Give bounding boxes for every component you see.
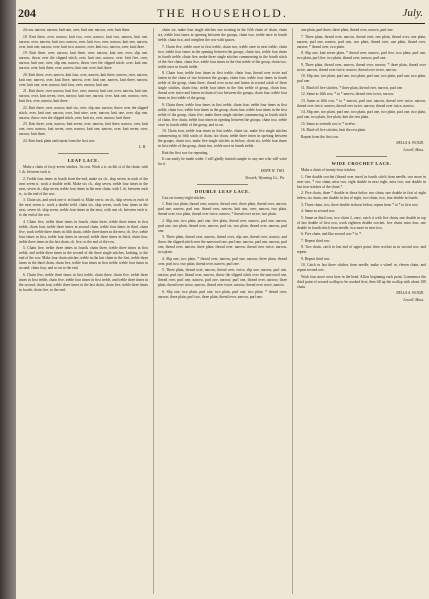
paragraph: 6. Slip one, two plain, purl one, two plain, purl one, two plain, * thread over, narrow, three plain, purl two, three plain, thread over, narrow, purl one. [158,289,287,299]
paragraph: 1. One double crochet (thread over once) in fourth stitch from needle, two more in next two, * two chain, miss two, eight double in next eight, miss two, one double in last four stitches of the chain *. [297,174,426,189]
paragraph: 5. Same as third row, two chain 2, once, catch it with five chain, one double in top of last double of first row, work eighteen double crochet, five chain, miss four, one double in fourth stitch from needle, two more in next two. [297,215,426,230]
paragraph: 9. Chain three, treble four times in first treble, chain four, treble four times in first treble, chain two, treble four times in the group, chain four, treble four times in the first treble of the group, chain five, make three single stitches commencing in fourth stitch of chain, five chain, treble four times in opening between the groups, chain two, treble once in fourth treble of the group, and so on. [158,102,287,127]
column-left [19,28,148,594]
paragraph: 2. Five chain, three * double in those below two chain, one double in first of eight below, six chain, one double in last of eight, two chain, two, four double in fourth. [297,191,426,200]
paragraph: 10. Slip one, two plain, purl one, two plain, purl one, two plain, purl one, two plain, purl one. [297,74,426,83]
paragraph: Repeat from the first row. [301,134,339,139]
paragraph: 7. Chain five, treble once in first treble, chain two, treble once in next treble, chain two, treble four times in the opening between the groups, chain two, treble four times in fourth treble, chain five, make three single stitches commencing in the fourth stitch of the five chain, chain five, treble four times in the first treble of the group, chain two, treble once in fourth treble. [158,44,287,69]
paragraph: 14. Slip one, two plain, purl one, two plain, purl one, two plain, purl one, two plain, purl one, two plain, five plain, knit the rest plain. [297,110,426,119]
paragraph: 3. Three chain, two, three double in those below; repeat from * to * to first row. [301,202,419,207]
author-location: Lowell, Mass. [403,148,424,152]
paragraph: 5. Chain five, treble three times in fourth, chain three, treble three times in first treble, and treble three times in the second of the three single stitches, knitting, to the end of the row. Make four chain stitches, treble in the last chain in the first, treble three times in the third chain, chain five, treble four times in first treble, treble four times in second, chain four, and so on to the end. [19,246,148,270]
paragraph: 2. Slip one, two plain, purl one, five plain, thread over, narrow, purl one, narrow, purl one, two plain, thread over, narrow, purl six, two plain, thread over, narrow, purl one. [158,218,287,233]
column-middle [158,28,287,594]
paragraph: Knit the first row for repeating. [162,150,209,155]
paragraph: 10. Chain four, treble four times in first treble, chain six, make five single stitches commencing in fifth stitch of chain, six chain, treble three times in opening between the groups, chain two, make five single stitches as before, chain six, treble four times in first treble of the group, chain two, treble once in fourth treble. [158,129,287,148]
author-location: Newark, Wyoming Co., Pa. [245,175,285,180]
paragraph: Make a chain of forty-seven stitches. 1st row. Work a tr. on 4th st of the chain, with 1 ch. between each tr. [19,165,148,174]
paragraph: 8. Two chain, catch in last end of upper point, then crochet as in second row, and repeat. [297,245,426,254]
column-right [297,28,426,594]
paragraph: 6. Five chain, and like second row * to *. [301,232,362,236]
section-divider [336,156,388,157]
paragraph: 9. Repeat third row. [301,256,331,261]
author-signature: HOPE W. TWO. [260,168,285,173]
section-heading: DOUBLE LEAF LACE. [194,188,251,194]
paragraph: 8. Chain four, treble four times in first treble, chain four, thread over twice and fasten in the chain of two between the groups, chain four, treble four times in fourth treble of the group, chain three, thread over twice and fasten in second stitch of three single stitches, chain four, treble four times in the first treble of group, chain four, thread over twice and fasten in chain of two between the groups, chain four, treble four times in first treble of the group. [158,71,287,100]
paragraph: chain six, make four single stitches one twisting in the fifth chain of chain, chain six, treble four times in opening between the groups, chain two, treble once in fourth treble, chain two, and complete the row with spaces. [158,28,287,42]
section-heading: LEAF LACE. [67,158,100,163]
paragraph: 16. Bind off five stitches, knit the rest plain. [301,128,366,132]
paragraph: 4. Same as second row. [301,209,336,213]
paragraph: 13. Same as fifth row, * to * narrow, purl one, narrow, thread over twice, narrow, thread over twice, narrow, thread over twice, narrow, thread over twice, narrow. [297,98,426,108]
paragraph: 9. Three plain, thread over, narrow, thread over, narrow, * three plain, thread over twice, narrow, thread over twice, narrow, thread over twice, narrow. [297,62,426,72]
paragraph: 7. Three plain, thread over, narrow, thread over, one plain, thread over, one plain, narrow, purl one, narrow, purl one, two plain, thread over, one plain, thread over, narrow, * thread over, two plain. [297,34,426,49]
paragraph: 20. Knit three, over, narrow, knit four, over, narrow, knit three, narrow, over, narrow, knit one, narrow, over, knit three, narrow, over, knit one, narrow, knit three, narrow, over, knit one, over, narrow, knit four, over, narrow, knit one. [19,72,148,87]
author-signature: NELLA A. WOOD. [396,291,424,295]
paragraph: 4. Chain five, treble three times in fourth, chain three, treble three times in first treble, chain four, treble three times in second chain, treble four times in third, chain five, work treble three times in fifth chain, treble three times in the next, ch. five, treble four times in first, treble four times in second, treble three times in third, chain four, treble three times in the last chain, ch. five, to the end of the row. [19,219,148,244]
paragraph: 2d row, narrow, narrow, knit one, over, knit one, narrow, over, knit three. [23,28,131,32]
column-divider [153,28,154,594]
paragraph: 3. Three plain, thread over, narrow, thread over, slip one, thread over, narrow, and throw the slipped stitch over the narrowed one, purl one, narrow, purl one, narrow, purl one, thread over, narrow, three plain, thread over, narrow, thread over twice, narrow, two plain. [158,235,287,254]
paragraph: 3. Chain six, and work one tr. in fourth st. Make one tr. on ch., skip seven, in each of the next seven tr. work a double trebl. chain six, skip seven, work four times in the next, seven ch. skip seven, treble four times in the next, with one ch. between each tr. to the end of the row. [19,198,148,217]
paragraph: 15. Same as seventh row to * twelve. [301,121,356,126]
paragraph: 8. Slip one, knit seven plain, * thread over, narrow, purl five, two plain, purl one, two plain, purl five, two plain, thread over, narrow, purl one. [297,51,426,60]
author-location: Lowell, Mass. [403,298,424,302]
page-month: July. [402,7,423,19]
paragraph: It can easily be made wider. I will gladly furnish sample to any one who will write for it. [158,157,287,166]
page-header [16,6,429,24]
magazine-title: THE HOUSEHOLD. [157,6,288,20]
paragraph: 2. Treble four times in fourth from the end, make six ch., skip seven, in each of the next seven tr. work a double trebl. Make six ch., skip seven, treble four times in the next, seven ch., skip seven, treble four times in the next chain, with 1 ch. between each tr., to the end of the row. [19,176,148,196]
paragraph: 6. Chain five, treble three times in first treble, chain three, chain five, treble three times in first treble, chain five, treble four times in first treble, and treble three times in the second, chain four, treble three times in the last chain, chain five, treble three times in fourth, chain five, to the end. [19,272,148,292]
paragraph: 11. Bind off five stitches, * three plain, thread over, narrow, purl one. [301,85,404,90]
paragraph: 1. Knit two plain, thread over, narrow, thread over, three plain, thread over, narrow, purl one, narrow, purl one, thread over, narrow, knit one, over, narrow, two plain, thread over, two plain, thread over twice, narrow, * thread over twice, two plain. [158,202,287,216]
paragraph: 7. Repeat third row. [301,238,331,243]
paragraph: 12. Same as fifth row, * to * narrow, thread over twice, narrow. [301,92,395,96]
column-divider [292,28,293,594]
paragraph: 23. Knit three, over, narrow, knit seven, over, narrow, knit three, narrow, over, knit one, over, narrow, knit seven, over, narrow, knit one, narrow, over, knit seven, over, narrow, knit three. [19,122,148,136]
page-number: 204 [18,6,36,20]
section-divider [58,153,110,154]
paragraph: 10. Catch in last three stitches from needle, make a wheel in, eleven chain, and repeat second row. [297,263,426,272]
paragraph: 21. Knit three, over narrow, knit five, over, narrow, knit one, over, narrow, knit one, narrow, over, knit seven, over, narrow, knit one, narrow, over, knit one, narrow, over, knit five, over, narrow, knit three. [19,89,148,103]
paragraph: 24. Knit back plain and repeat from the first row. [23,138,96,143]
paragraph: 22. Knit three, over, narrow, knit six, over, slip one, narrow, throw over the slipped stitch, over, knit one, narrow, over, knit nine, over, narrow, knit one, over, slip one, narrow, throw over the slipped stitch, over, knit six, over, narrow, knit three. [19,105,148,120]
paragraph: 18. Knit three, over, narrow, knit two, over, narrow, knit two, narrow, knit one, narrow, over, narrow, knit two, narrow, over, knit two, over, narrow, knit one, narrow, over, knit one, narrow, over, knit two, narrow, over, knit two, narrow, over, knit three. [19,34,148,49]
paragraph: 5. Three plain, thread over, narrow, thread over, twice, slip one, narrow, purl one, narrow, purl one, thread over, narrow, throw the slipped stitch over the narrowed one, thread over, purl one, narrow, purl one, narrow, purl one, thread over, narrow, three plain, thread over twice, narrow, thread over twice, narrow, thread over twice, narrow. [158,268,287,287]
magazine-page [16,0,429,599]
book-binding [0,0,16,599]
paragraph: Make a chain of twenty-four stitches. [301,168,357,172]
paragraph: Work four more rows here in the head. Allow beginning each point. Commence the third point of second scallop to be worked first; then fill up the scallop with about 100 chain. [297,274,426,289]
header-rule [18,23,425,24]
author-signature: L. B. [138,145,146,149]
paragraph: 19. Knit three, over, narrow, knit three, over, narrow, knit one, over, slip one, narrow, throw over the slipped stitch, over, knit one, narrow, over, knit five, over, narrow, knit one, over, slip one, narrow, throw over the slipped stitch, over, knit one, narrow, over, knit three, over, narrow, knit one, over, knit three. [19,51,148,70]
section-heading: WIDE CROCHET LACE. [331,161,392,166]
author-signature: NELLA A. WOOD. [396,141,424,145]
section-divider [197,184,249,185]
paragraph: Cast on twenty-eight stitches. [162,195,206,200]
paragraph: 4. Slip one, two plain, * thread over, narrow, purl one, narrow, three plain, thread over, purl two, two plain, thread over, narrow, purl one. [158,256,287,266]
paragraph: one plain, purl three, three plain, thread over, narrow, purl one. [301,28,394,32]
